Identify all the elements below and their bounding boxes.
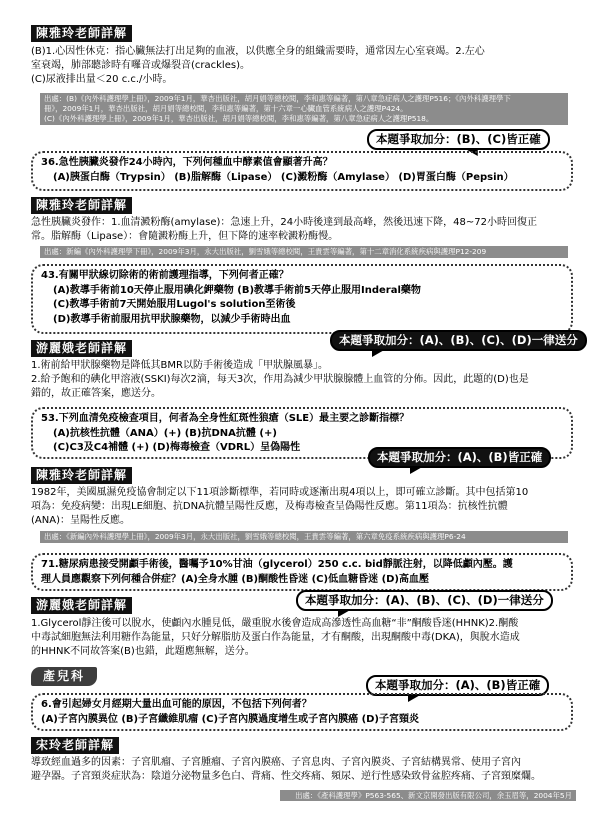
bonus-bubble: 本題爭取加分：(B)、(C)皆正確 xyxy=(367,129,550,150)
source-reference: 出處：《新編內外科護理學上冊》，2009年3月，永大出版社，劉雪娥等總校閱，王貴雲等編著，第六章免疫系統疾病與護理P6-24 xyxy=(40,531,568,543)
source-reference: 出處：《產科護理學》P563-565、新文京開發出版有限公司，余玉眉等，2004年5月 xyxy=(280,790,576,801)
question-36: 36.急性胰臟炎發作24小時內，下列何種血中酵素值會顯著升高？ (A)胰蛋白酶（Trypsin） (B)脂解酶（Lipase） (C)澱粉酶（Amylase） (D)胃蛋白酶（Pepsin） xyxy=(31,151,573,191)
teacher-heading: 游麗娥老師詳解 xyxy=(31,340,132,357)
question-6: 6.會引起婦女月經期大量出血可能的原因，不包括下列何者？ (A)子宮內膜異位 (B)子宮纖維肌瘤 (C)子宮內膜過度增生或子宮內膜癌 (D)子宮頸炎 xyxy=(31,693,573,731)
teacher-heading: 陳雅玲老師詳解 xyxy=(31,197,132,214)
teacher-heading: 宋玲老師詳解 xyxy=(31,737,119,754)
answer-explanation: 1982年，美國風濕免疫協會制定以下11項診斷標準，若同時或逐漸出現4項以上，即可確立診斷。其中包括第10 項為：免疫病變：出現LE細胞、抗DNA抗體呈陽性反應，及梅毒檢查呈偽陽性反應。第11項為：抗核性抗體 (ANA)：呈陽性反應。 xyxy=(31,487,529,526)
source-reference: 出處：(B)《內外科護理學上冊》，2009年1月，華杏出版社，胡月娟等總校閱，李和惠等編著，第八章急症病人之護理P516；《內外科護理學下 冊》，2009年1月，華杏出版社，胡月娟等總校閱，李和惠等編著，第十六章一心臟血管系統病人之護理P424。 (C)《內外科護理學上冊》，2009年1月，華杏出版社，胡月娟等總校閱，李和惠等編著，第八章急症病人之護理P518。 xyxy=(40,93,568,125)
question-43: 43.有關甲狀線切除術的術前護理指導，下列何者正確？ (A)教導手術前10天停止服用碘化鉀藥物 (B)教導手術前5天停止服用Inderal藥物 (C)教導手術前7天開始服用Lugol's solution至術後 (D)教導手術前服用抗甲狀腺藥物，以減少手術時出血 xyxy=(31,264,573,334)
answer-explanation: (B)1.心因性休克：指心臟無法打出足夠的血液，以供應全身的組織需要時，通常因左心室衰竭。2.左心 室衰竭，肺部聽診時有囉音或爆裂音(crackles)。 (C)尿液排出量＜20 c.c./小時。 xyxy=(31,46,485,85)
answer-explanation: 1.Glycerol靜注後可以脫水，使顱內水腫見低，嚴重脫水後會造成高滲透性高血糖“非”酮酸昏迷(HHNK)2.酮酸 中毒試細胞無法利用糖作為能量，只好分解脂肪及蛋白作為能量，才有酮酸，出現酮酸中毒(DKA)，與脫水造成 的HHNK不同故答案(B)也錯，此題應無解，送分。 xyxy=(31,618,520,657)
answer-explanation: 急性胰臟炎發作：1.血清澱粉酶(amylase)：急速上升，24小時後達到最高峰，然後迅速下降，48~72小時回復正 常。脂解酶（Lipase）：會隨澱粉酶上升，但下降的速率較澱粉酶慢。 xyxy=(31,217,537,242)
question-53: 53.下列血清免疫檢查項目，何者為全身性紅斑性狼瘡（SLE）最主要之診斷指標？ (A)抗核性抗體（ANA）(+) (B)抗DNA抗體 (+) (C)C3及C4補體 (+) (D)梅毒檢查（VDRL）呈偽陽性 xyxy=(31,407,573,459)
bonus-bubble: 本題爭取加分：(A)、(B)、(C)、(D)一律送分 xyxy=(330,330,587,351)
answer-explanation: 導致經血過多的因素：子宮肌瘤、子宮腫瘤、子宮內膜癌、子宮息肉、子宮內膜炎、子宮結構異常、使用子宮內 避孕器。子宮頸炎症狀為：陰道分泌物量多色白、背痛、性交疼痛、頻尿、逆行性感染致骨盆腔疼痛、子宮頸糜爛。 xyxy=(31,757,541,782)
answer-explanation: 1.術前給甲狀腺藥物是降低其BMR以防手術後造成「甲狀腺風暴」。 2.給予飽和的碘化甲溶液(SSKI)每次2滴，每天3次，作用為減少甲狀腺腺體上血管的分佈。因此，此題的(D)也是 錯的，故正確答案，應送分。 xyxy=(31,360,529,399)
section-label: 產兒科 xyxy=(31,667,97,686)
bonus-bubble: 本題爭取加分：(A)、(B)皆正確 xyxy=(368,447,551,468)
bonus-bubble: 本題爭取加分：(A)、(B)、(C)、(D)一律送分 xyxy=(296,590,553,611)
source-reference: 出處：新編《內外科護理學下冊》，2009年3月，永大出版社，劉雪娥等總校閱，王貴雲等編著，第十二章消化系統疾病與護理P12-209 xyxy=(40,246,568,258)
teacher-heading: 游麗娥老師詳解 xyxy=(31,597,132,614)
teacher-heading: 陳雅玲老師詳解 xyxy=(31,467,132,484)
bonus-bubble: 本題爭取加分：(A)、(B)皆正確 xyxy=(366,675,549,696)
question-71: 71.糖尿病患接受開顱手術後，醫囑予10%甘油（glycerol）250 c.c. bid靜脈注射，以降低顱內壓。護 理人員應觀察下列何種合併症？(A)全身水腫 (B)酮酸性昏迷 (C)低血糖昏迷 (D)高血壓 xyxy=(31,553,573,591)
teacher-heading: 陳雅玲老師詳解 xyxy=(31,25,132,42)
